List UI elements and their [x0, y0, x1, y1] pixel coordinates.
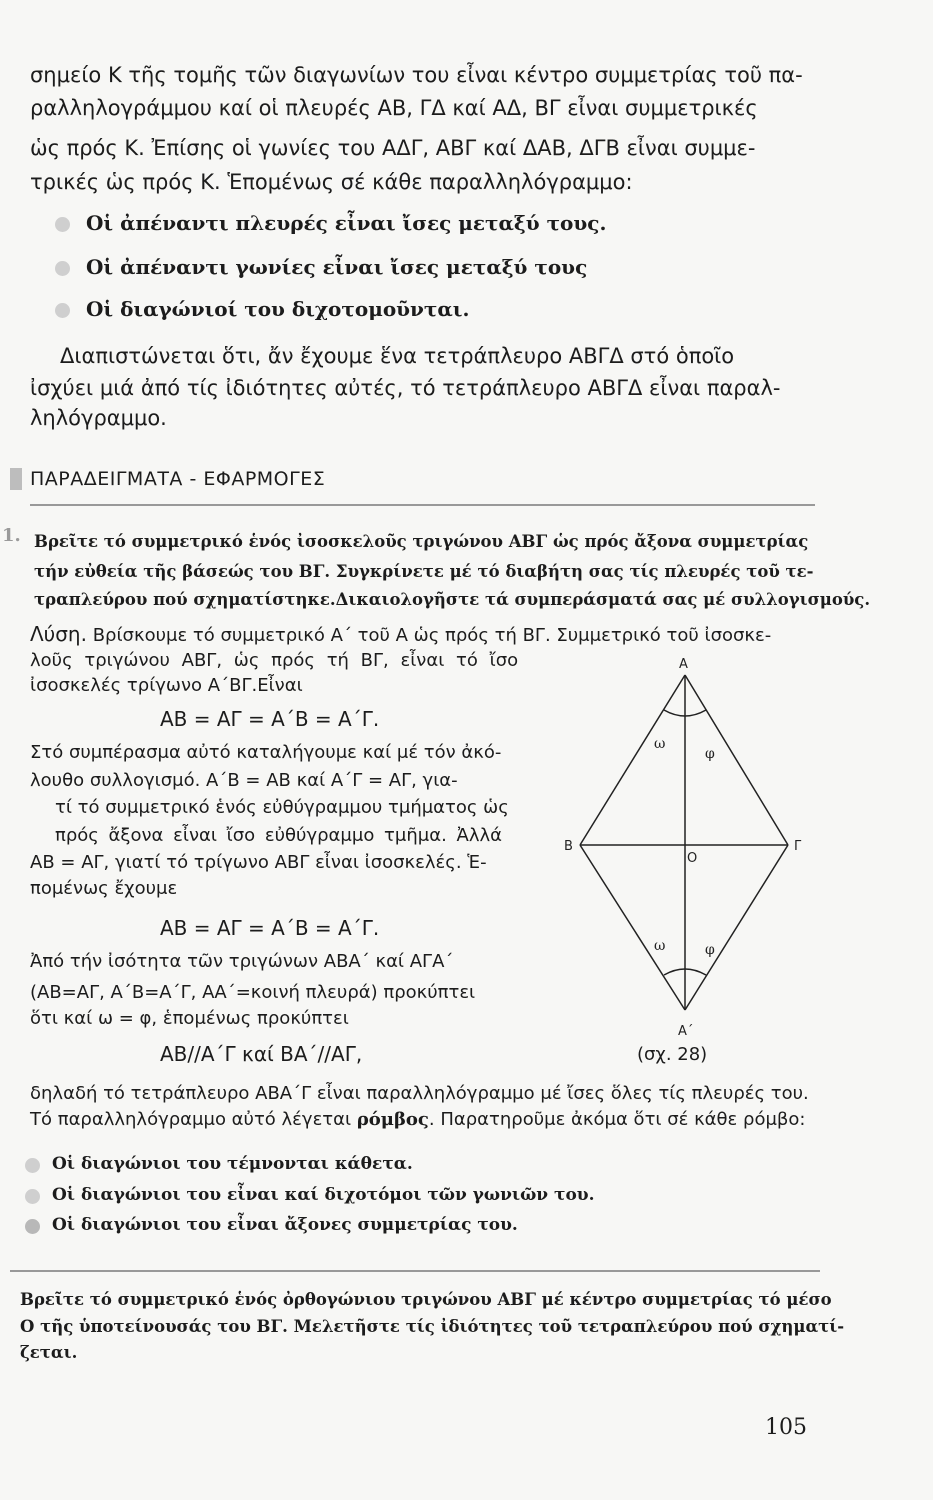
- property-item-2: Οἱ ἀπέναντι γωνίες εἶναι ἴσες μεταξύ τους: [86, 255, 588, 279]
- exercise2-divider: [10, 1270, 820, 1272]
- side-ag: [685, 675, 788, 845]
- vertex-a-label: Α: [679, 657, 688, 672]
- reasoning-line-1: Στό συμπέρασμα αὐτό καταλήγουμε καί μέ τόν ἀκό-: [30, 742, 502, 763]
- conclusion-text: Τό παραλληλόγραμμο αὐτό λέγεται: [30, 1109, 357, 1130]
- exercise-number: 1.: [2, 525, 21, 546]
- section-marker-icon: [10, 468, 22, 490]
- conclusion-tail: . Παρατηροῦμε ἀκόμα ὅτι σέ κάθε ρόμβο:: [428, 1109, 806, 1130]
- reasoning-line-4: πρός ἄξονα εἶναι ἴσο εὐθύγραμμο τμῆμα. Ἀλλά: [55, 825, 502, 846]
- exercise1-line-2: τήν εὐθεία τῆς βάσεώς του ΒΓ. Συγκρίνετε μέ τό διαβήτη σας τίς πλευρές τοῦ τε-: [34, 562, 814, 581]
- rhombus-term: ρόμβος: [356, 1109, 429, 1130]
- bullet-icon: [25, 1189, 40, 1204]
- exercise1-line-3: τραπλεύρου πού σχηματίστηκε.Δικαιολογῆστε τά συμπεράσματά σας μέ συλλογισμούς.: [34, 590, 871, 609]
- page-number: 105: [765, 1415, 807, 1440]
- reasoning-line-2: λουθο συλλογισμό. Α΄Β = ΑΒ καί Α΄Γ = ΑΓ, για-: [30, 770, 458, 791]
- solution-line-3: ἰσοσκελές τρίγωνο Α΄ΒΓ.Εἶναι: [30, 675, 303, 696]
- phi-bottom-label: φ: [705, 942, 715, 958]
- conclusion-line-2: [30, 1109, 805, 1130]
- rhombus-property-2: Οἱ διαγώνιοι του εἶναι καί διχοτόμοι τῶν γωνιῶν του.: [52, 1185, 595, 1205]
- rhombus-property-3: Οἱ διαγώνιοι του εἶναι ἄξονες συμμετρίας του.: [52, 1215, 518, 1235]
- equation-3: ΑΒ//Α΄Γ καί ΒΑ΄//ΑΓ,: [160, 1042, 363, 1066]
- reasoning-line-3: τί τό συμμετρικό ἑνός εὐθύγραμμου τμήματος ὡς: [55, 797, 509, 818]
- center-o-label: Ο: [687, 851, 698, 866]
- property-item-1: Οἱ ἀπέναντι πλευρές εἶναι ἴσες μεταξύ τους.: [86, 211, 607, 235]
- phi-top-label: φ: [705, 746, 715, 762]
- side-ba2: [580, 845, 685, 1010]
- omega-bottom-label: ω: [654, 938, 666, 954]
- exercise2-line-3: ζεται.: [20, 1343, 78, 1362]
- bullet-icon: [55, 303, 70, 318]
- property-item-3: Οἱ διαγώνιοί του διχοτομοῦνται.: [86, 297, 470, 321]
- conclusion-line-1: δηλαδή τό τετράπλευρο ΑΒΑ΄Γ εἶναι παραλληλόγραμμο μέ ἴσες ὅλες τίς πλευρές του.: [30, 1083, 809, 1104]
- intro-line-2: ραλληλογράμμου καί οἱ πλευρές ΑΒ, ΓΔ καί ΑΔ, ΒΓ εἶναι συμμετρικές: [30, 96, 758, 120]
- section-divider: [30, 504, 815, 506]
- figure-caption: (σχ. 28): [637, 1044, 708, 1065]
- intro-line-3: ὡς πρός Κ. Ἐπίσης οἱ γωνίες του ΑΔΓ, ΑΒΓ καί ΔΑΒ, ΔΓΒ εἶναι συμμε-: [30, 136, 756, 160]
- vertex-a2-label: Α΄: [678, 1024, 694, 1039]
- reasoning-line-6: πομένως ἔχουμε: [30, 878, 178, 899]
- rhombus-property-1: Οἱ διαγώνιοι του τέμνονται κάθετα.: [52, 1154, 413, 1174]
- triangles-line-1: Ἀπό τήν ἰσότητα τῶν τριγώνων ΑΒΑ΄ καί ΑΓΑ΄: [30, 951, 454, 972]
- intro-line-4: τρικές ὡς πρός Κ. Ἑπομένως σέ κάθε παραλληλόγραμμο:: [30, 170, 633, 194]
- exercise2-line-2: Ο τῆς ὑποτείνουσάς του ΒΓ. Μελετῆστε τίς ἰδιότητες τοῦ τετραπλεύρου πού σχηματί-: [20, 1317, 845, 1336]
- vertex-b-label: Β: [564, 839, 573, 854]
- bullet-icon: [25, 1219, 40, 1234]
- reasoning-line-5: ΑΒ = ΑΓ, γιατί τό τρίγωνο ΑΒΓ εἶναι ἰσοσκελές. Ἑ-: [30, 852, 487, 873]
- bullet-icon: [25, 1158, 40, 1173]
- solution-label: Λύση.: [30, 622, 87, 646]
- equation-2: ΑΒ = ΑΓ = Α΄Β = Α΄Γ.: [160, 916, 380, 940]
- rhombus-figure: [560, 650, 820, 1050]
- equation-1: ΑΒ = ΑΓ = Α΄Β = Α΄Γ.: [160, 707, 380, 731]
- exercise1-line-1: Βρεῖτε τό συμμετρικό ἑνός ἰσοσκελοῦς τριγώνου ΑΒΓ ὡς πρός ἄξονα συμμετρίας: [34, 532, 809, 551]
- converse-line-1: Διαπιστώνεται ὅτι, ἄν ἔχουμε ἕνα τετράπλευρο ΑΒΓΔ στό ὁποῖο: [60, 344, 735, 368]
- side-ab: [580, 675, 685, 845]
- side-ga2: [685, 845, 788, 1010]
- solution-intro: Βρίσκουμε τό συμμετρικό Α΄ τοῦ Α ὡς πρός τή ΒΓ. Συμμετρικό τοῦ ἰσοσκε-: [86, 625, 772, 646]
- converse-line-3: ληλόγραμμο.: [30, 406, 167, 430]
- bullet-icon: [55, 261, 70, 276]
- bullet-icon: [55, 217, 70, 232]
- section-title: ΠΑΡΑΔΕΙΓΜΑΤΑ - ΕΦΑΡΜΟΓΕΣ: [30, 468, 326, 490]
- triangles-line-2: (ΑΒ=ΑΓ, Α΄Β=Α΄Γ, ΑΑ΄=κοινή πλευρά) προκύπτει: [30, 982, 476, 1003]
- vertex-g-label: Γ: [794, 839, 802, 854]
- omega-top-label: ω: [654, 736, 666, 752]
- solution-line-1: [30, 622, 771, 646]
- exercise2-line-1: Βρεῖτε τό συμμετρικό ἑνός ὀρθογώνιου τριγώνου ΑΒΓ μέ κέντρο συμμετρίας τό μέσο: [20, 1290, 832, 1309]
- converse-line-2: ἰσχύει μιά ἀπό τίς ἰδιότητες αὐτές, τό τετράπλευρο ΑΒΓΔ εἶναι παραλ-: [30, 376, 781, 400]
- intro-line-1: σημείο Κ τῆς τομῆς τῶν διαγωνίων του εἶναι κέντρο συμμετρίας τοῦ πα-: [30, 63, 803, 87]
- solution-line-2: λοῦς τριγώνου ΑΒΓ, ὡς πρός τή ΒΓ, εἶναι τό ἴσο: [30, 650, 519, 671]
- triangles-line-3: ὅτι καί ω = φ, ἑπομένως προκύπτει: [30, 1008, 349, 1029]
